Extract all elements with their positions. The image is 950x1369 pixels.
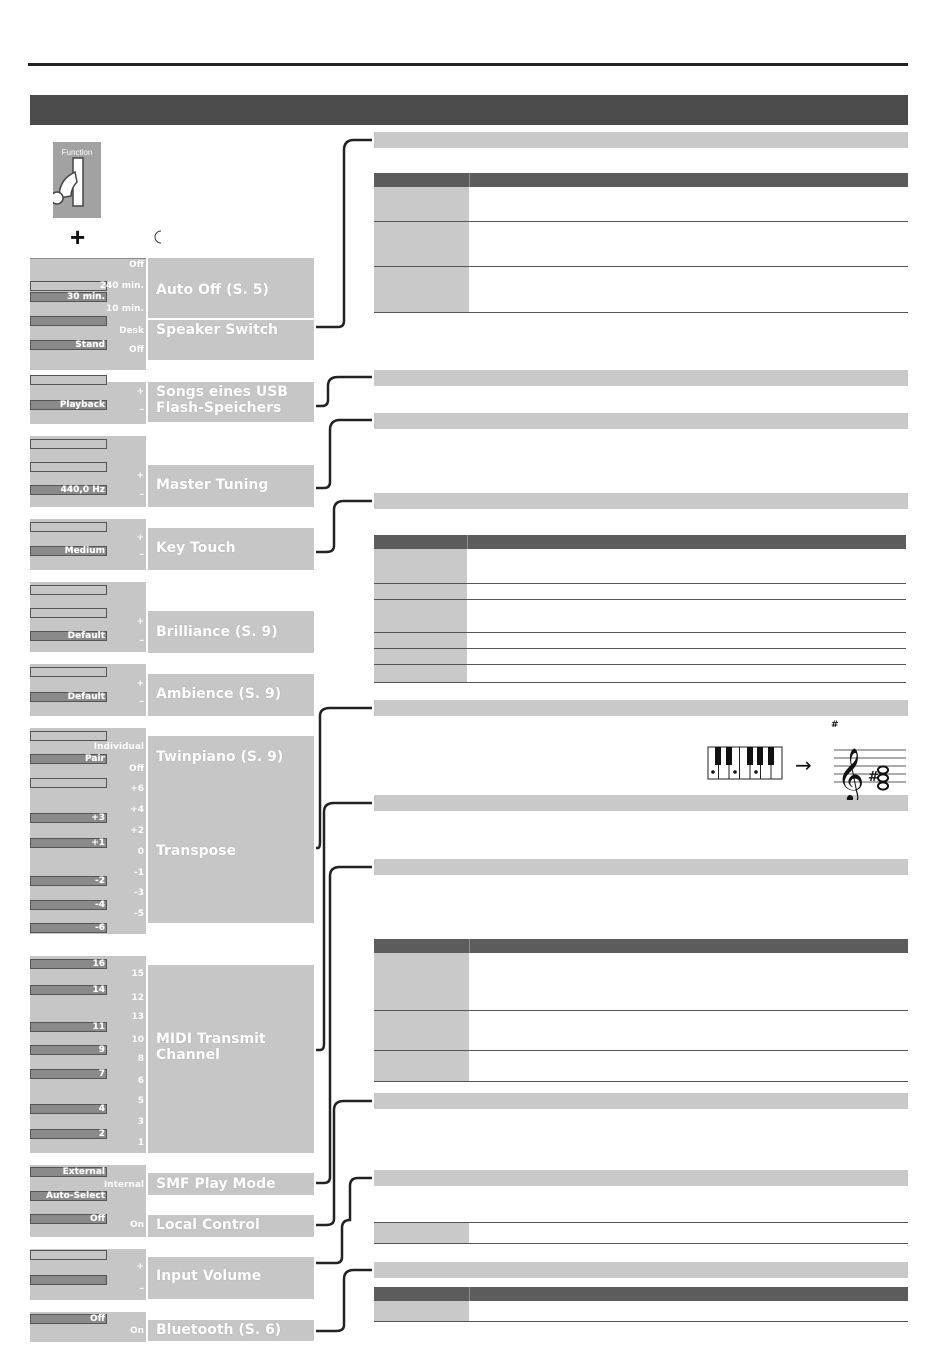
value-label: On (129, 1220, 144, 1230)
value-label: Medium (64, 546, 105, 556)
value-label: – (139, 405, 144, 415)
value-label: + (136, 387, 144, 397)
value-label: +4 (130, 805, 144, 815)
table-row (374, 633, 906, 649)
setting-name: MIDI Transmit Channel (156, 1031, 266, 1063)
table-row (374, 549, 906, 584)
section-bar (374, 132, 908, 148)
value-label: 0 (137, 847, 144, 857)
value-label: Internal (103, 1180, 144, 1190)
value-label: – (139, 550, 144, 560)
table-row (374, 953, 908, 1011)
table-row (374, 1301, 908, 1322)
value-label: Individual (93, 742, 144, 752)
value-label: 440,0 Hz (60, 485, 105, 495)
value-label: 8 (137, 1054, 144, 1064)
value-label: On (129, 1326, 144, 1336)
section-bar (374, 1262, 908, 1278)
section-bar (374, 795, 690, 811)
value-label: 5 (137, 1096, 144, 1106)
value-label: 13 (131, 1012, 144, 1022)
treble-clef-icon: 𝄞 (837, 747, 865, 800)
value-label: + (136, 471, 144, 481)
value-label: 11 (92, 1022, 105, 1032)
value-label: -4 (95, 900, 105, 910)
value-label: – (139, 1284, 144, 1294)
setting-name: Auto Off (S. 5) (156, 282, 269, 298)
value-label: 16 (92, 959, 105, 969)
table-row (374, 1011, 908, 1051)
value-label: Pair (85, 754, 105, 764)
section-bar (374, 370, 908, 386)
value-label: +1 (91, 838, 105, 848)
value-label: -1 (134, 868, 144, 878)
section-bar (374, 493, 908, 509)
value-label: 30 min. (67, 292, 105, 302)
setting-name: Bluetooth (S. 6) (156, 1322, 282, 1338)
table-row (374, 1222, 908, 1244)
value-label: 6 (137, 1076, 144, 1086)
value-label: Off (90, 1314, 105, 1324)
section-bar (374, 413, 908, 429)
value-label: 9 (98, 1045, 105, 1055)
table-row (374, 584, 906, 600)
setting-name: Local Control (156, 1217, 260, 1233)
value-label: External (62, 1167, 105, 1177)
value-label: – (139, 636, 144, 646)
setting-name: Brilliance (S. 9) (156, 624, 278, 640)
value-label: 12 (131, 993, 144, 1003)
value-label: – (139, 490, 144, 500)
function-button-label: Function (61, 148, 93, 157)
sharp-accidental-icon: # (868, 770, 879, 785)
value-label: + (136, 1262, 144, 1272)
table-header (374, 1287, 908, 1301)
value-label: 15 (131, 969, 144, 979)
table-row (374, 1051, 908, 1082)
value-label: -3 (134, 888, 144, 898)
setting-name: SMF Play Mode (156, 1176, 276, 1192)
value-label: Off (129, 345, 144, 355)
table-header (374, 535, 906, 549)
table-row (374, 665, 906, 683)
table-header (374, 173, 908, 187)
value-label: + (136, 533, 144, 543)
section-bar (374, 1170, 908, 1186)
table-row (374, 649, 906, 665)
value-label: +2 (130, 826, 144, 836)
value-label: 10 min. (106, 304, 144, 314)
value-label: Default (67, 692, 105, 702)
value-label: Playback (59, 400, 105, 410)
value-label: -5 (134, 909, 144, 919)
value-label: 14 (92, 985, 105, 995)
plus-sign: + (70, 222, 86, 252)
value-label: Off (129, 260, 144, 270)
value-label: -2 (95, 876, 105, 886)
value-label: +3 (91, 813, 105, 823)
setting-name: Input Volume (156, 1268, 262, 1284)
setting-name: Songs eines USB Flash-Speichers (156, 384, 288, 416)
value-label: 240 min. (99, 281, 144, 291)
section-bar (374, 1093, 908, 1109)
value-label: 1 (137, 1138, 144, 1148)
value-label: 2 (98, 1129, 105, 1139)
keyboard-icon (708, 747, 782, 779)
value-label: Desk (119, 326, 144, 336)
value-label: +6 (130, 784, 144, 794)
value-label: Auto-Select (45, 1191, 105, 1201)
section-bar (374, 700, 908, 716)
value-label: 4 (98, 1104, 105, 1114)
setting-name: Key Touch (156, 540, 236, 556)
table-row (374, 222, 908, 267)
setting-name: Master Tuning (156, 477, 269, 493)
value-label: -6 (95, 923, 105, 933)
setting-name: Transpose (156, 843, 237, 859)
section-bar (374, 859, 908, 875)
value-label: 3 (137, 1117, 144, 1127)
setting-name: Speaker Switch (156, 322, 279, 338)
arrow-icon: → (795, 753, 812, 777)
table-row (374, 267, 908, 313)
value-label: 7 (98, 1069, 105, 1079)
setting-name: Twinpiano (S. 9) (156, 749, 284, 765)
value-label: – (139, 697, 144, 707)
value-label: Off (90, 1214, 105, 1224)
value-label: Stand (75, 340, 105, 350)
table-row (374, 600, 906, 633)
value-label: Off (129, 764, 144, 774)
value-label: Default (67, 631, 105, 641)
value-label: 10 (131, 1035, 144, 1045)
value-label: + (136, 679, 144, 689)
table-row (374, 187, 908, 222)
value-label: + (136, 617, 144, 627)
transpose-illustration (700, 718, 910, 800)
setting-name: Ambience (S. 9) (156, 686, 282, 702)
table-header (374, 939, 908, 953)
sharp-icon: # (831, 720, 839, 730)
